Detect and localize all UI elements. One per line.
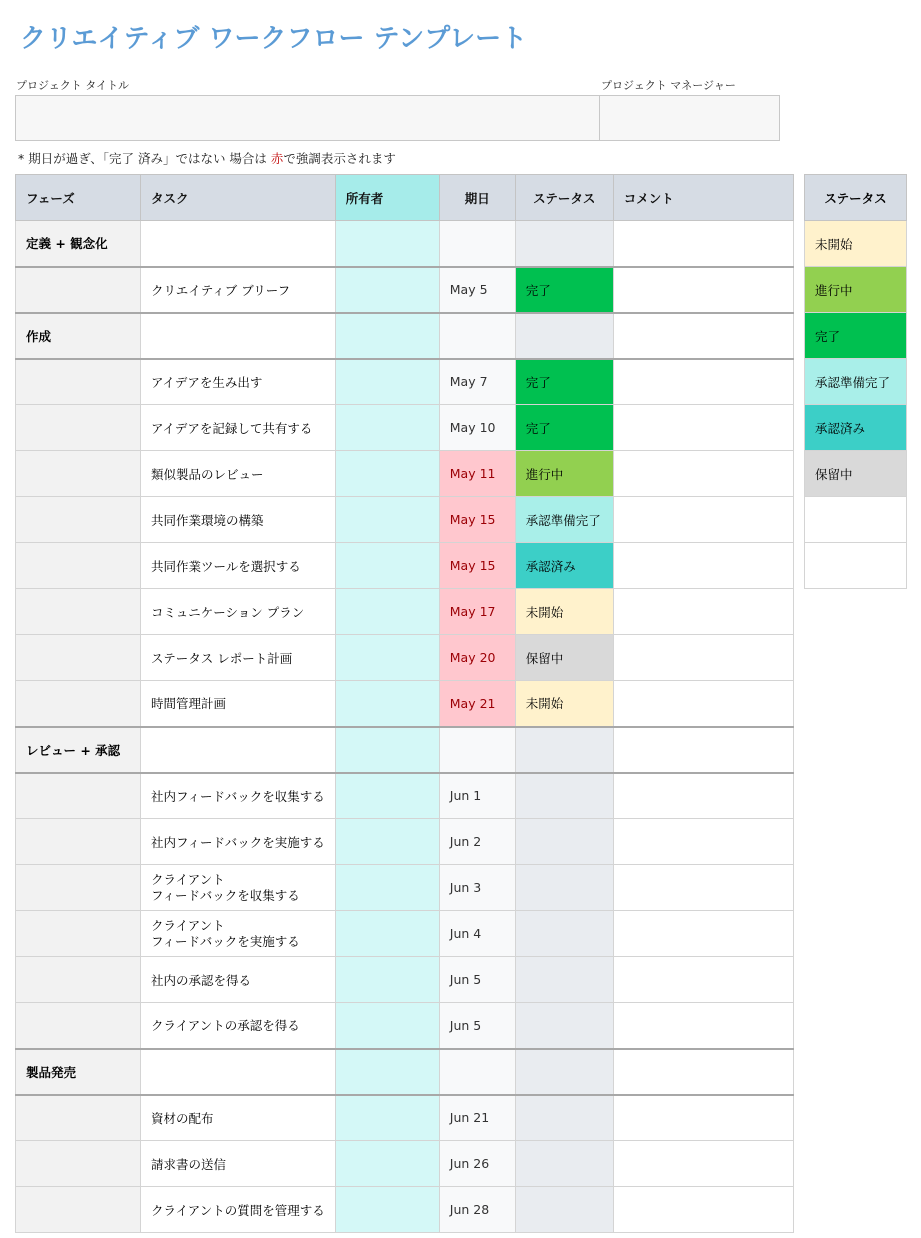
task-status[interactable] [515,773,613,819]
task-due-date[interactable]: Jun 4 [439,911,515,957]
task-comment[interactable] [613,773,793,819]
table-row [16,957,794,1003]
task-name-line: フィードバックを収集する [151,887,300,903]
task-due-date[interactable]: Jun 5 [439,1003,515,1049]
task-due-date[interactable]: May 7 [439,359,515,405]
phase-status-cell[interactable] [515,1049,613,1095]
table-row [16,1141,794,1187]
table-row [16,1187,794,1233]
task-status[interactable] [515,1003,613,1049]
legend-header: ステータス [805,175,907,221]
task-owner[interactable] [335,1003,439,1049]
phase-owner-cell[interactable] [335,727,439,773]
table-row [16,635,794,681]
task-owner[interactable] [335,865,439,911]
task-owner[interactable] [335,405,439,451]
task-owner[interactable] [335,497,439,543]
task-status[interactable]: 未開始 [515,681,613,727]
task-comment[interactable] [613,543,793,589]
task-due-date[interactable]: May 5 [439,267,515,313]
task-owner[interactable] [335,543,439,589]
note-suffix: で強調表示されます [283,151,396,166]
task-owner[interactable] [335,359,439,405]
task-name[interactable]: クリエイティブ ブリーフ [141,267,336,313]
task-status[interactable]: 未開始 [515,589,613,635]
task-phase-cell [16,451,141,497]
task-comment[interactable] [613,589,793,635]
task-status[interactable] [515,911,613,957]
task-status[interactable] [515,819,613,865]
task-comment[interactable] [613,405,793,451]
task-comment[interactable] [613,267,793,313]
task-name[interactable]: クライアントの質問を管理する [141,1187,336,1233]
table-row [16,681,794,727]
legend-row [805,267,907,313]
table-row [16,589,794,635]
table-row [16,497,794,543]
project-title-field[interactable] [15,95,600,141]
task-comment[interactable] [613,1141,793,1187]
task-comment[interactable] [613,865,793,911]
table-row [16,451,794,497]
task-owner[interactable] [335,1187,439,1233]
task-name[interactable]: クライアントの承認を得る [141,1003,336,1049]
phase-comment-cell[interactable] [613,727,793,773]
task-due-date[interactable]: Jun 3 [439,865,515,911]
page-title: クリエイティブ ワークフロー テンプレート [20,24,528,54]
task-owner[interactable] [335,957,439,1003]
phase-name: 作成 [16,313,141,359]
phase-status-cell[interactable] [515,221,613,267]
phase-due-cell[interactable] [439,313,515,359]
table-row [16,773,794,819]
legend-row [805,543,907,589]
task-status[interactable] [515,1141,613,1187]
task-phase-cell [16,681,141,727]
column-header-owner: 所有者 [335,175,439,221]
note-prefix: * 期日が過ぎ、「完了 済み」ではない 場合は [18,151,271,166]
overdue-note [18,149,396,167]
task-name[interactable] [141,865,336,911]
task-comment[interactable] [613,819,793,865]
table-row [16,1003,794,1049]
task-comment[interactable] [613,911,793,957]
task-name[interactable]: 類似製品のレビュー [141,451,336,497]
legend-item [805,543,907,589]
task-status[interactable]: 完了 [515,359,613,405]
task-due-date[interactable]: May 21 [439,681,515,727]
task-phase-cell [16,359,141,405]
task-comment[interactable] [613,359,793,405]
task-status[interactable] [515,957,613,1003]
phase-row [16,727,794,773]
task-due-date[interactable]: Jun 21 [439,1095,515,1141]
phase-task-cell[interactable] [141,313,336,359]
table-row [16,865,794,911]
task-status[interactable]: 承認準備完了 [515,497,613,543]
table-row [16,911,794,957]
task-status[interactable]: 完了 [515,405,613,451]
task-comment[interactable] [613,957,793,1003]
phase-comment-cell[interactable] [613,313,793,359]
task-name[interactable]: 時間管理計画 [141,681,336,727]
phase-row [16,1049,794,1095]
task-phase-cell [16,589,141,635]
phase-name: 定義 + 観念化 [16,221,141,267]
workflow-table [15,174,794,1233]
phase-name: レビュー + 承認 [16,727,141,773]
task-due-date[interactable]: Jun 5 [439,957,515,1003]
task-name-line: フィードバックを実施する [151,933,300,949]
task-due-date[interactable]: Jun 28 [439,1187,515,1233]
task-name[interactable]: ステータス レポート計画 [141,635,336,681]
column-header-due: 期日 [439,175,515,221]
task-phase-cell [16,497,141,543]
table-row [16,267,794,313]
task-name[interactable]: 社内フィードバックを収集する [141,773,336,819]
task-status[interactable]: 完了 [515,267,613,313]
phase-owner-cell[interactable] [335,1049,439,1095]
table-body [16,221,794,1233]
legend-item: 承認準備完了 [805,359,907,405]
task-phase-cell [16,543,141,589]
column-header-task: タスク [141,175,336,221]
legend-item [805,497,907,543]
note-red-word: 赤 [270,151,284,166]
phase-comment-cell[interactable] [613,1049,793,1095]
task-owner[interactable] [335,819,439,865]
phase-name: 製品発売 [16,1049,141,1095]
task-phase-cell [16,1141,141,1187]
task-phase-cell [16,819,141,865]
column-header-comment: コメント [613,175,793,221]
phase-due-cell[interactable] [439,221,515,267]
phase-row [16,313,794,359]
task-comment[interactable] [613,497,793,543]
phase-status-cell[interactable] [515,727,613,773]
phase-due-cell[interactable] [439,1049,515,1095]
task-name[interactable] [141,911,336,957]
legend-row [805,359,907,405]
legend-row [805,405,907,451]
phase-due-cell[interactable] [439,727,515,773]
task-phase-cell [16,635,141,681]
task-comment[interactable] [613,451,793,497]
task-due-date[interactable]: Jun 2 [439,819,515,865]
legend-row [805,451,907,497]
table-row [16,1095,794,1141]
task-owner[interactable] [335,635,439,681]
task-name[interactable]: 請求書の送信 [141,1141,336,1187]
task-comment[interactable] [613,681,793,727]
task-status[interactable]: 承認済み [515,543,613,589]
table-row [16,543,794,589]
task-name-line: クライアント [151,917,225,933]
task-owner[interactable] [335,773,439,819]
task-name[interactable]: 社内の承認を得る [141,957,336,1003]
table-header-row [16,175,794,221]
phase-task-cell[interactable] [141,727,336,773]
task-phase-cell [16,911,141,957]
legend-row [805,497,907,543]
task-due-date[interactable]: May 10 [439,405,515,451]
task-owner[interactable] [335,267,439,313]
table-row [16,819,794,865]
task-name[interactable]: 共同作業環境の構築 [141,497,336,543]
task-due-date[interactable]: May 15 [439,543,515,589]
task-status[interactable]: 保留中 [515,635,613,681]
task-comment[interactable] [613,1187,793,1233]
task-status[interactable] [515,1095,613,1141]
project-manager-field[interactable] [599,95,780,141]
column-header-status: ステータス [515,175,613,221]
task-name[interactable]: アイデアを記録して共有する [141,405,336,451]
task-name[interactable]: 資材の配布 [141,1095,336,1141]
task-phase-cell [16,1003,141,1049]
project-manager-label: プロジェクト マネージャー [601,79,736,92]
task-phase-cell [16,1187,141,1233]
task-due-date[interactable]: May 11 [439,451,515,497]
task-phase-cell [16,405,141,451]
phase-owner-cell[interactable] [335,221,439,267]
table-row [16,359,794,405]
phase-row [16,221,794,267]
task-status[interactable] [515,1187,613,1233]
task-owner[interactable] [335,911,439,957]
legend-row [805,221,907,267]
task-name[interactable]: コミュニケーション プラン [141,589,336,635]
task-phase-cell [16,267,141,313]
task-due-date[interactable]: May 15 [439,497,515,543]
task-owner[interactable] [335,589,439,635]
task-owner[interactable] [335,1141,439,1187]
task-name[interactable]: 社内フィードバックを実施する [141,819,336,865]
phase-comment-cell[interactable] [613,221,793,267]
table-row [16,405,794,451]
phase-status-cell[interactable] [515,313,613,359]
phase-task-cell[interactable] [141,1049,336,1095]
task-phase-cell [16,773,141,819]
task-due-date[interactable]: May 17 [439,589,515,635]
task-name[interactable]: アイデアを生み出す [141,359,336,405]
task-due-date[interactable]: Jun 26 [439,1141,515,1187]
task-name-line: クライアント [151,871,225,887]
task-due-date[interactable]: Jun 1 [439,773,515,819]
task-due-date[interactable]: May 20 [439,635,515,681]
legend-item: 保留中 [805,451,907,497]
task-comment[interactable] [613,1003,793,1049]
legend-body [805,221,907,589]
task-phase-cell [16,957,141,1003]
phase-owner-cell[interactable] [335,313,439,359]
task-status[interactable] [515,865,613,911]
task-phase-cell [16,865,141,911]
legend-row [805,313,907,359]
legend-item: 進行中 [805,267,907,313]
column-header-phase: フェーズ [16,175,141,221]
phase-task-cell[interactable] [141,221,336,267]
project-title-label: プロジェクト タイトル [16,79,130,92]
task-phase-cell [16,1095,141,1141]
legend-item: 承認済み [805,405,907,451]
task-owner[interactable] [335,681,439,727]
task-owner[interactable] [335,451,439,497]
task-status[interactable]: 進行中 [515,451,613,497]
task-comment[interactable] [613,1095,793,1141]
status-legend [804,174,907,589]
task-name[interactable]: 共同作業ツールを選択する [141,543,336,589]
task-comment[interactable] [613,635,793,681]
task-owner[interactable] [335,1095,439,1141]
legend-item: 完了 [805,313,907,359]
legend-item: 未開始 [805,221,907,267]
